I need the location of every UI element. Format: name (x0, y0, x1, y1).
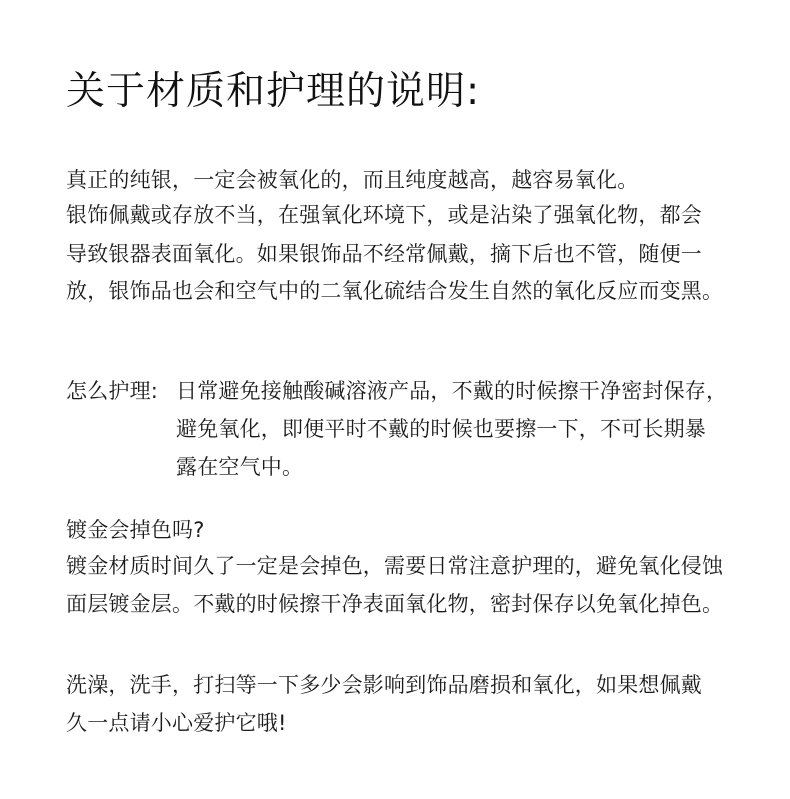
care-line-3: 露在空气中。 (176, 455, 304, 479)
oxidation-line-3: 导致银器表面氧化。如果银饰品不经常佩戴，摘下后也不管，随便一 (66, 242, 702, 266)
plating-line-1: 镀金材质时间久了一定是会掉色，需要日常注意护理的，避免氧化侵蚀 (66, 554, 724, 578)
care-line-1: 日常避免接触酸碱溶液产品，不戴的时候擦干净密封保存， (176, 379, 728, 403)
plating-question: 镀金会掉色吗? (66, 518, 205, 542)
oxidation-line-1: 真正的纯银，一定会被氧化的，而且纯度越高，越容易氧化。 (66, 168, 639, 192)
oxidation-line-2: 银饰佩戴或存放不当，在强氧化环境下，或是沾染了强氧化物，都会 (66, 203, 702, 227)
page-title: 关于材质和护理的说明: (66, 69, 481, 114)
washing-line-1: 洗澡，洗手，打扫等一下多少会影响到饰品磨损和氧化，如果想佩戴 (66, 673, 702, 697)
care-line-2: 避免氧化，即便平时不戴的时候也要擦一下，不可长期暴 (176, 417, 706, 441)
care-label: 怎么护理: (66, 379, 159, 403)
oxidation-line-4: 放，银饰品也会和空气中的二氧化硫结合发生自然的氧化反应而变黑。 (66, 279, 724, 303)
washing-line-2: 久一点请小心爱护它哦! (66, 711, 287, 735)
plating-line-2: 面层镀金层。不戴的时候擦干净表面氧化物，密封保存以免氧化掉色。 (66, 592, 724, 616)
